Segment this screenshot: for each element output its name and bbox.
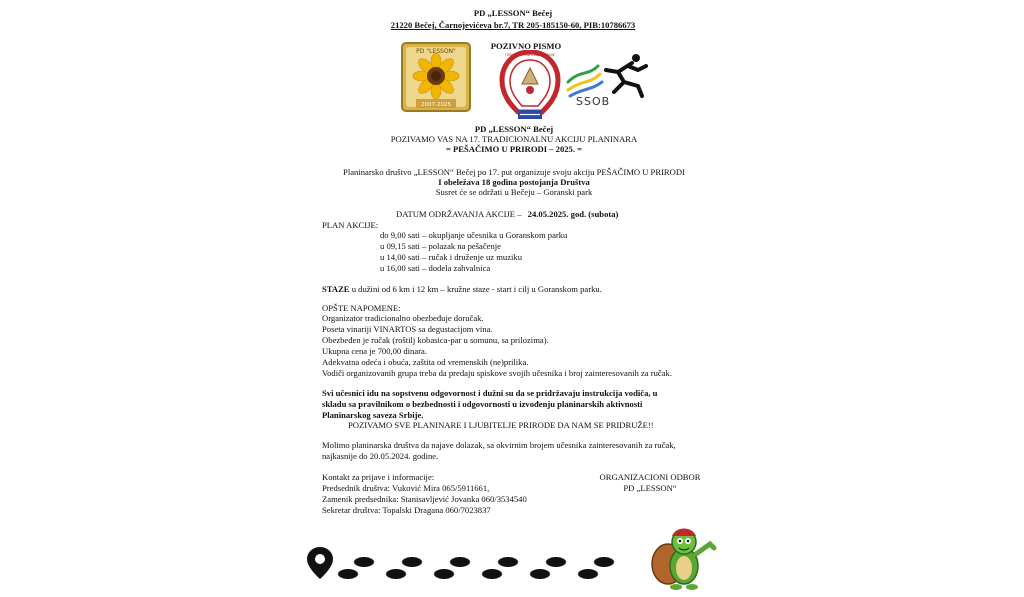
footstep-pair-icon bbox=[482, 557, 518, 579]
routes-label: STAZE bbox=[322, 284, 350, 294]
note-item: Vodiči organizovanih grupa treba da predaju spiskove svojih učesnika i broj zainteresovanih za ručak. bbox=[322, 368, 673, 378]
footstep-pair-icon bbox=[578, 557, 614, 579]
pss-logo-text: ПЛАНИНАРСКИ САВЕЗ СРБИЈЕ bbox=[505, 53, 555, 57]
responsibility-line: skladu sa pravilnikom o bezbednosti i odgovornosti u izvođenju planinarskih aktivnosti bbox=[322, 399, 643, 409]
signature-line-2: PD „LESSON“ bbox=[623, 483, 677, 493]
ssob-text: SSOB bbox=[576, 95, 611, 107]
invitation-line: POZIVAMO VAS NA 17. TRADICIONALNU AKCIJU PLANINARA bbox=[390, 134, 638, 144]
request-line-2: najkasnije do 20.05.2024. godine. bbox=[322, 451, 439, 461]
logo-years: 2007-2025 bbox=[421, 102, 451, 108]
intro-line-1: Planinarsko društvo „LESSON“ Bečej po 17. put organizuje svoju akciju PEŠAČIMO U PRIRODI bbox=[343, 167, 685, 177]
footstep-pair-icon bbox=[386, 557, 422, 579]
lesson-sunflower-logo bbox=[400, 42, 472, 112]
responsibility-line: Svi učesnici idu na sopstvenu odgovornost i dužni su da se pridržavaju instrukcija vodiča, u bbox=[322, 388, 658, 398]
plan-item: u 14,00 sati – ručak i druženje uz muziku bbox=[380, 252, 522, 262]
footstep-pair-icon bbox=[530, 557, 566, 579]
pss-logo bbox=[498, 50, 562, 122]
plan-item: u 16,00 sati – dodela zahvalnica bbox=[380, 263, 491, 273]
call-to-join: POZIVAMO SVE PLANINARE I LJUBITELJE PRIRODE DA NAM SE PRIDRUŽE!! bbox=[348, 420, 654, 430]
contact-item: Sekretar društva: Topalski Dragana 060/7023837 bbox=[322, 505, 491, 515]
event-title: = PEŠAČIMO U PRIRODI – 2025. = bbox=[445, 144, 583, 154]
contact-item: Zamenik predsednika: Stanisavljević Jovanka 060/3534540 bbox=[322, 494, 527, 504]
plan-heading: PLAN AKCIJE: bbox=[322, 220, 379, 230]
note-item: Poseta vinariji VINARTOS sa degustacijom vina. bbox=[322, 324, 493, 334]
request-line-1: Molimo planinarska društva da najave dolazak, sa okvirnim brojem učesnika zainteresovanih za ručak, bbox=[322, 440, 676, 450]
contacts-heading: Kontakt za prijave i informacije: bbox=[322, 472, 435, 482]
event-date-label: DATUM ODRŽAVANJA AKCIJE – bbox=[396, 209, 522, 219]
intro-line-2: I obeležava 18 godina postojanja Društva bbox=[438, 177, 590, 187]
routes-text: u dužini od 6 km i 12 km – kružne staze - start i cilj u Goranskom parku. bbox=[351, 284, 602, 294]
document-type: POZIVNO PISMO bbox=[490, 41, 562, 51]
location-pin-icon bbox=[306, 546, 334, 580]
note-item: Ukupna cena je 700,00 dinara. bbox=[322, 346, 427, 356]
footstep-pair-icon bbox=[434, 557, 470, 579]
intro-line-3: Susret će se održati u Bečeju – Goranski park bbox=[435, 187, 593, 197]
notes-heading: OPŠTE NAPOMENE: bbox=[322, 303, 401, 313]
event-date-value: 24.05.2025. god. (subota) bbox=[527, 209, 619, 219]
plan-item: do 9,00 sati – okupljanje učesnika u Goranskom parku bbox=[380, 230, 568, 240]
routes-line bbox=[322, 284, 602, 295]
signature-line-1: ORGANIZACIONI ODBOR bbox=[599, 472, 701, 482]
event-date bbox=[396, 209, 618, 220]
footsteps-decoration bbox=[336, 548, 642, 584]
plan-item: u 09,15 sati – polazak na pešačenje bbox=[380, 241, 501, 251]
responsibility-line: Planinarskog saveza Srbije. bbox=[322, 410, 424, 420]
note-item: Adekvatna odeća i obuća, zaštita od vremenskih (ne)prilika. bbox=[322, 357, 529, 367]
ssob-logo bbox=[566, 52, 648, 107]
footstep-pair-icon bbox=[338, 557, 374, 579]
contact-item: Predsednik društva: Vuković Mira 065/5911661, bbox=[322, 483, 490, 493]
logo-top-text: PD "LESSON" bbox=[416, 48, 456, 55]
note-item: Organizator tradicionalno obezbeđuje doručak. bbox=[322, 313, 484, 323]
hiking-turtle-icon bbox=[644, 524, 718, 592]
invitation-org-name: PD „LESSON“ Bečej bbox=[474, 124, 554, 134]
note-item: Obezbeđen je ručak (roštilj kobasica-par u somunu, sa prilozima). bbox=[322, 335, 549, 345]
header-address: 21220 Bečej, Čarnojevićeva br.7, TR 205-185150-60, PIB:10786673 bbox=[390, 20, 636, 30]
header-org-name: PD „LESSON“ Bečej bbox=[473, 8, 553, 18]
